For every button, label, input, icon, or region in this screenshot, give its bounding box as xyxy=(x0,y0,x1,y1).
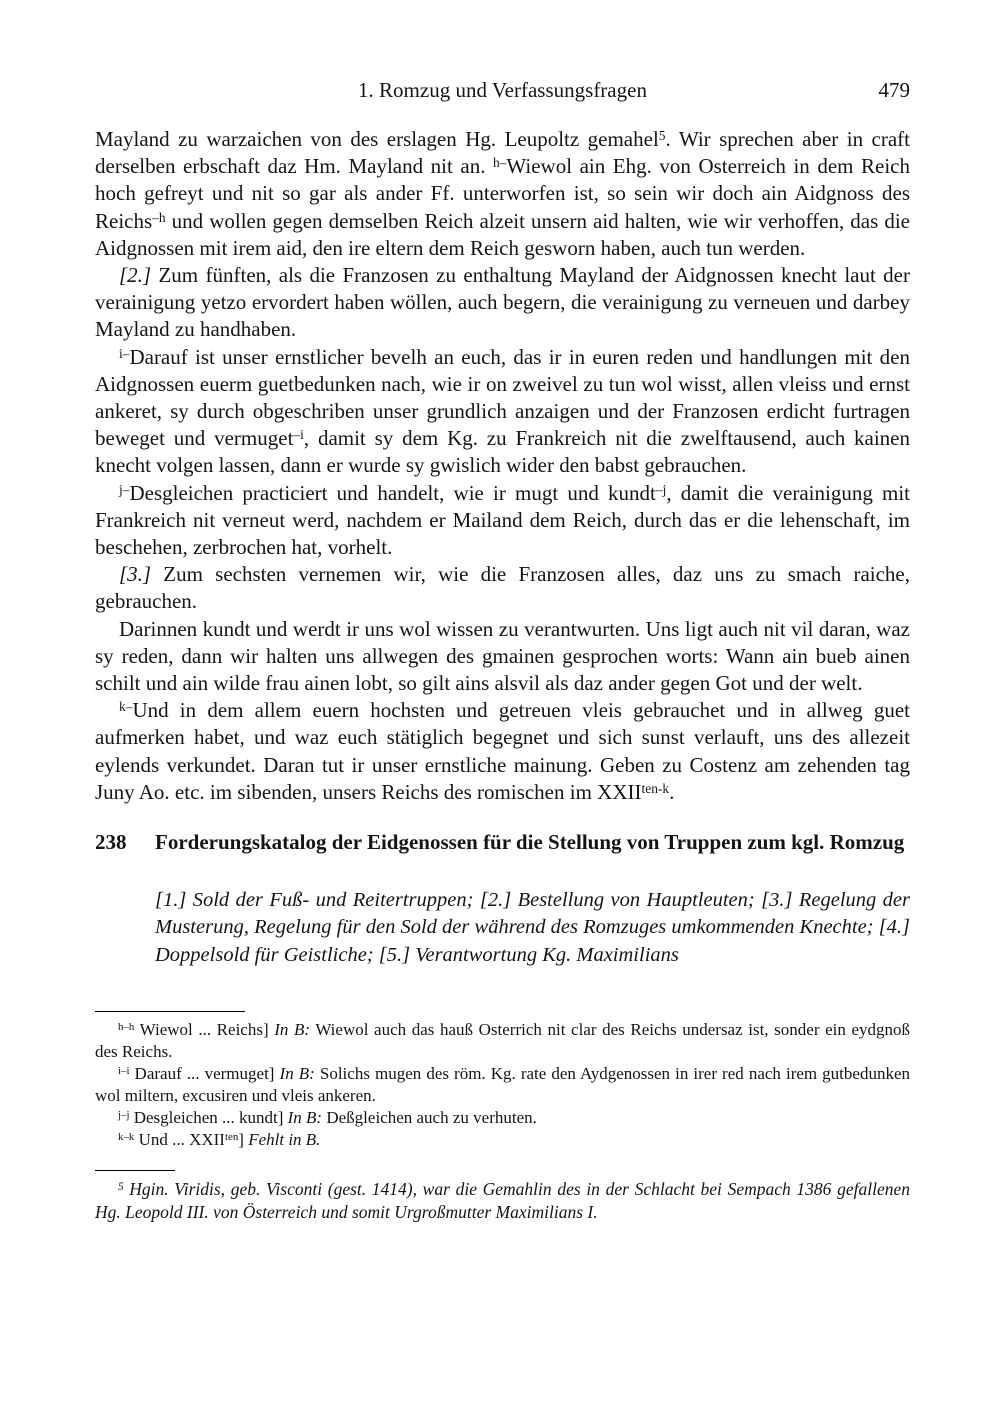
text-run: , damit die verainigung mit Frankreich nit verneut werd, nachdem er Mailand dem Reich, durch das er die lehenschaft, im beschehen, zerbrochen hat, vorhelt. xyxy=(95,480,910,560)
page-footer xyxy=(95,1011,910,1224)
text-run: 5 xyxy=(658,127,666,143)
text-run: i– xyxy=(119,345,130,361)
apparatus-note xyxy=(95,1129,910,1151)
text-run: Desgleichen practiciert und handelt, wie ir mugt und kundt xyxy=(129,480,656,505)
apparatus-note xyxy=(95,1063,910,1107)
text-run: h– xyxy=(492,155,507,171)
text-run: Wiewol ... Reichs] xyxy=(134,1020,275,1040)
text-run: Zum fünften, als die Franzosen zu enthaltung Mayland der Aidgnossen knecht laut der verainigung yetzo ervordert haben wöllen, auch begern, die verainigung zu verneuen und darbey Mayland zu handhaben. xyxy=(95,263,910,342)
text-run: 5 xyxy=(118,1181,124,1194)
text-run: und wollen gegen demselben Reich alzeit unsern aid halten, wie wir verhoffen, das die Aidgnossen mit irem aid, den ire eltern dem Reich gesworn haben, auch tun werden. xyxy=(95,208,910,260)
body-paragraph xyxy=(95,561,910,615)
text-run: . Wir sprechen aber in craft derselben erbschaft daz Hm. Mayland nit an. xyxy=(95,127,910,179)
text-run: Darauf ist unser ernstlicher bevelh an euch, das ir in euren reden und handlungen mit den Aidgnossen euerm guetbedunken nach, wie ir on zweivel zu tun wol wisst, allen vleiss und ernst ankeret, sy durch obgeschriben unser grundlich anzaigen und der Franzosen erdicht furtragen beweget und vermuget xyxy=(95,344,910,451)
body-paragraph xyxy=(95,697,910,806)
body-paragraph xyxy=(95,616,910,698)
text-run: , damit sy dem Kg. zu Frankreich nit die zwelftausend, auch kainen knecht volgen lassen, dann er wurde sy gwislich wider den babst gebrauchen. xyxy=(95,426,910,478)
text-run: ten xyxy=(224,1131,239,1144)
body-text xyxy=(95,126,910,806)
entry-title: Forderungskatalog der Eidgenossen für die Stellung von Truppen zum kgl. Romzug xyxy=(155,830,905,855)
critical-apparatus xyxy=(95,1011,910,1151)
document-entry xyxy=(95,828,910,969)
text-run: Solichs mugen des röm. Kg. rate den Aydgenossen in irer red nach irem gutbedunken wol miltern, excusiren und vleis ankeren. xyxy=(95,1064,910,1106)
text-run: Deßgleichen auch zu verhuten. xyxy=(322,1108,537,1128)
entry-number: 238 xyxy=(95,830,127,855)
body-paragraph xyxy=(95,344,910,480)
apparatus-rule xyxy=(95,1011,245,1012)
text-run: Und ... XXII xyxy=(134,1130,225,1150)
running-head: 1. Romzug und Verfassungsfragen xyxy=(358,78,647,102)
text-run: –i xyxy=(293,427,304,443)
footnotes xyxy=(95,1170,910,1224)
text-run: i–i xyxy=(118,1065,130,1078)
text-run: ten-k xyxy=(641,780,670,796)
entry-heading xyxy=(95,828,910,856)
body-paragraph xyxy=(95,262,910,344)
text-run: Darinnen kundt und werdt ir uns wol wissen zu verantwurten. Uns ligt auch nit vil daran, waz sy reden, dann wir halten uns allwegen des gmainen gesprochen worts: Wann ain bueb ainen schilt und ain wilde frau ainen lobt, so gilt ains alsvil als daz ander gegen Got und der welt. xyxy=(95,616,910,696)
text-run: Wiewol auch das hauß Osterrich nit clar des Reichs undersaz ist, sonder ein eydgnoß des Reichs. xyxy=(95,1020,910,1062)
text-run: Darauf ... vermuget] xyxy=(129,1064,280,1084)
entry-summary: [1.] Sold der Fuß- und Reitertruppen; [2.] Bestellung von Hauptleuten; [3.] Regelung der Musterung, Regelung für den Sold der während des Romzuges umkommenden Knechte; [4.] Doppelsold für Geistliche; [5.] Verantwortung Kg. Maximilians xyxy=(155,889,910,966)
text-run: In B: xyxy=(279,1064,315,1084)
text-run: ] xyxy=(238,1130,249,1150)
text-run: Mayland zu warzaichen von des erslagen Hg. Leupoltz gemahel xyxy=(95,127,659,151)
text-run: [3.] xyxy=(119,562,152,587)
body-paragraph xyxy=(95,126,910,262)
page-header xyxy=(95,78,910,102)
text-run: . xyxy=(669,779,675,804)
text-run: –j xyxy=(655,481,667,497)
text-run: Fehlt in B. xyxy=(248,1130,321,1150)
text-run: Desgleichen ... kundt] xyxy=(129,1108,288,1128)
text-run: k–k xyxy=(118,1131,135,1144)
apparatus-note xyxy=(95,1107,910,1129)
text-run: [2.] xyxy=(119,263,152,288)
footnote xyxy=(95,1178,910,1224)
text-run: Zum sechsten vernemen wir, wie die Franzosen alles, daz uns zu smach raiche, gebrauchen. xyxy=(95,562,910,614)
text-run: h–h xyxy=(118,1021,135,1034)
text-run: Wiewol ain Ehg. von Osterreich in dem Reich hoch gefreyt und nit so gar als ander Ff. unterworfen ist, so sein wir doch ain Aidgnoss des Reichs xyxy=(95,154,910,233)
text-run: Und in dem allem euern hochsten und getreuen vleis gebrauchet und in allweg guet aufmerken habet, und waz euch stätiglich begegnet und sich sunst verlauft, uns des allezeit eylends verkundet. Daran tut ir unser ernstliche mainung. Geben zu Costenz am zehenden tag Juny Ao. etc. im sibenden, unsers Reichs des romischen im XXII xyxy=(95,698,910,804)
text-run: In B: xyxy=(287,1108,323,1128)
text-run: Hgin. Viridis, geb. Visconti (gest. 1414), war die Gemahlin des in der Schlacht bei Sempach 1386 gefallenen Hg. Leopold III. von Österreich und somit Urgroßmutter Maximilians I. xyxy=(95,1179,910,1223)
text-run: k– xyxy=(119,699,133,715)
text-run: j–j xyxy=(118,1109,130,1122)
text-run: In B: xyxy=(274,1020,311,1040)
body-paragraph xyxy=(95,480,910,562)
apparatus-note xyxy=(95,1019,910,1063)
text-run: –h xyxy=(152,209,166,225)
text-run: j– xyxy=(119,481,130,497)
footnote-rule xyxy=(95,1170,175,1171)
page-number: 479 xyxy=(878,78,910,102)
